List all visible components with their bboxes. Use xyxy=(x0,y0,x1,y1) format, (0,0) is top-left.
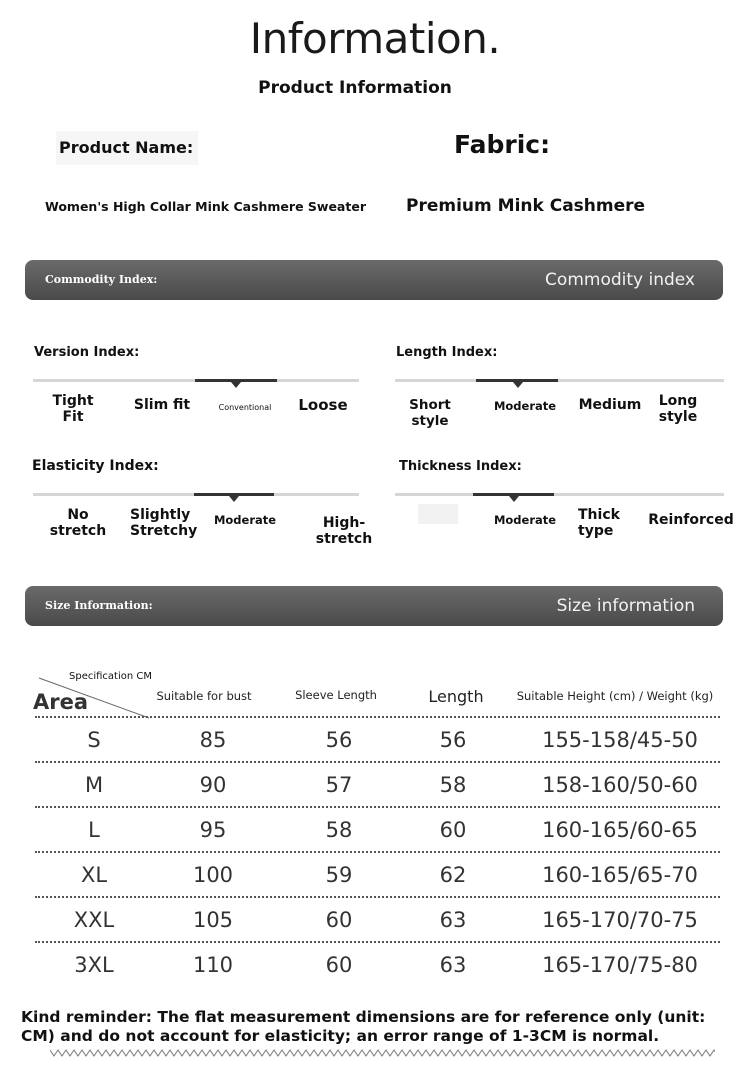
bust-cell: 95 xyxy=(199,818,227,842)
thickness-option-placeholder xyxy=(418,504,458,524)
thickness-option-reinforced: Reinforced xyxy=(648,512,734,528)
size-table-divider xyxy=(35,761,720,763)
size-cell: L xyxy=(88,818,100,842)
length-cell: 63 xyxy=(439,953,467,977)
table-row xyxy=(0,728,750,758)
sleeve-cell: 57 xyxy=(325,773,353,797)
sleeve-cell: 59 xyxy=(325,863,353,887)
size-table-divider xyxy=(35,941,720,943)
length-option-long-style: Long style xyxy=(658,393,698,425)
elasticity-index-pointer xyxy=(229,496,239,502)
version-index-pointer xyxy=(231,382,241,388)
version-option-loose: Loose xyxy=(298,396,348,414)
height-weight-cell: 155-158/45-50 xyxy=(542,728,698,752)
size-cell: M xyxy=(84,773,104,797)
elasticity-option-high-stretch: High-stretch xyxy=(315,515,373,547)
version-option-conventional: Conventional xyxy=(218,403,272,412)
product-name-label: Product Name: xyxy=(56,131,198,165)
elasticity-index-title: Elasticity Index: xyxy=(32,458,159,474)
elasticity-option-no-stretch: No stretch xyxy=(49,507,107,539)
height-weight-cell: 160-165/60-65 xyxy=(542,818,698,842)
size-cell: S xyxy=(87,728,101,752)
length-cell: 62 xyxy=(439,863,467,887)
size-information-bar-right: Size information xyxy=(556,596,695,616)
version-option-tight-fit: Tight Fit xyxy=(52,393,94,425)
length-cell: 60 xyxy=(439,818,467,842)
size-cell: 3XL xyxy=(74,953,114,977)
length-index-title: Length Index: xyxy=(396,345,498,360)
bust-cell: 90 xyxy=(199,773,227,797)
size-table-header-length: Length xyxy=(428,687,484,706)
version-index-title: Version Index: xyxy=(34,345,140,360)
commodity-index-bar-left: Commodity Index: xyxy=(45,273,158,286)
table-row xyxy=(0,953,750,983)
bust-cell: 105 xyxy=(192,908,234,932)
product-name-value: Women's High Collar Mink Cashmere Sweater xyxy=(45,199,366,214)
commodity-index-bar-right: Commodity index xyxy=(545,270,695,290)
size-table-corner-specification: Specification CM xyxy=(69,671,152,682)
size-table-corner xyxy=(33,670,153,718)
sleeve-cell: 56 xyxy=(325,728,353,752)
page-title: Information. xyxy=(249,14,501,63)
fabric-label: Fabric: xyxy=(454,130,551,159)
size-cell: XXL xyxy=(73,908,115,932)
bust-cell: 85 xyxy=(199,728,227,752)
size-table-header-sleeve: Sleeve Length xyxy=(295,688,377,702)
length-index-pointer xyxy=(513,382,523,388)
size-cell: XL xyxy=(80,863,108,887)
bust-cell: 100 xyxy=(192,863,234,887)
length-cell: 56 xyxy=(439,728,467,752)
bust-cell: 110 xyxy=(192,953,234,977)
table-row xyxy=(0,773,750,803)
sleeve-cell: 60 xyxy=(325,908,353,932)
length-option-short-style: Short style xyxy=(409,397,451,429)
decorative-wave-divider xyxy=(50,1046,715,1060)
length-index-track xyxy=(395,379,724,382)
height-weight-cell: 165-170/75-80 xyxy=(542,953,698,977)
height-weight-cell: 165-170/70-75 xyxy=(542,908,698,932)
elasticity-index-track xyxy=(33,493,359,496)
size-table-divider xyxy=(35,851,720,853)
sleeve-cell: 60 xyxy=(325,953,353,977)
size-table-header-bust: Suitable for bust xyxy=(156,689,252,703)
height-weight-cell: 158-160/50-60 xyxy=(542,773,698,797)
kind-reminder-note: Kind reminder: The flat measurement dimensions are for reference only (unit: CM) and do not account for elasticity; an error range of 1-3CM is normal. xyxy=(21,1008,706,1045)
size-table-divider xyxy=(35,806,720,808)
size-information-bar-left: Size Information: xyxy=(45,599,153,612)
elasticity-option-slightly-stretchy: Slightly Stretchy xyxy=(130,507,198,539)
fabric-value: Premium Mink Cashmere xyxy=(406,196,646,216)
thickness-index-track xyxy=(395,493,724,496)
size-table-corner-area: Area xyxy=(33,690,89,714)
table-row xyxy=(0,863,750,893)
version-option-slim-fit: Slim fit xyxy=(133,397,191,413)
length-cell: 58 xyxy=(439,773,467,797)
thickness-index-pointer xyxy=(509,496,519,502)
length-option-medium: Medium xyxy=(578,397,642,413)
table-row xyxy=(0,818,750,848)
size-table-divider xyxy=(35,716,720,718)
size-information-bar xyxy=(25,586,723,626)
elasticity-option-moderate: Moderate xyxy=(213,513,277,527)
thickness-index-title: Thickness Index: xyxy=(399,459,522,474)
commodity-index-bar xyxy=(25,260,723,300)
length-option-moderate: Moderate xyxy=(493,399,557,413)
size-table-divider xyxy=(35,896,720,898)
table-row xyxy=(0,908,750,938)
thickness-option-thick-type: Thick type xyxy=(578,507,620,539)
size-table-header-height-weight: Suitable Height (cm) / Weight (kg) xyxy=(516,689,714,703)
height-weight-cell: 160-165/65-70 xyxy=(542,863,698,887)
page-subtitle: Product Information xyxy=(258,78,452,98)
thickness-option-moderate: Moderate xyxy=(493,513,557,527)
length-cell: 63 xyxy=(439,908,467,932)
version-index-track xyxy=(33,379,359,382)
sleeve-cell: 58 xyxy=(325,818,353,842)
